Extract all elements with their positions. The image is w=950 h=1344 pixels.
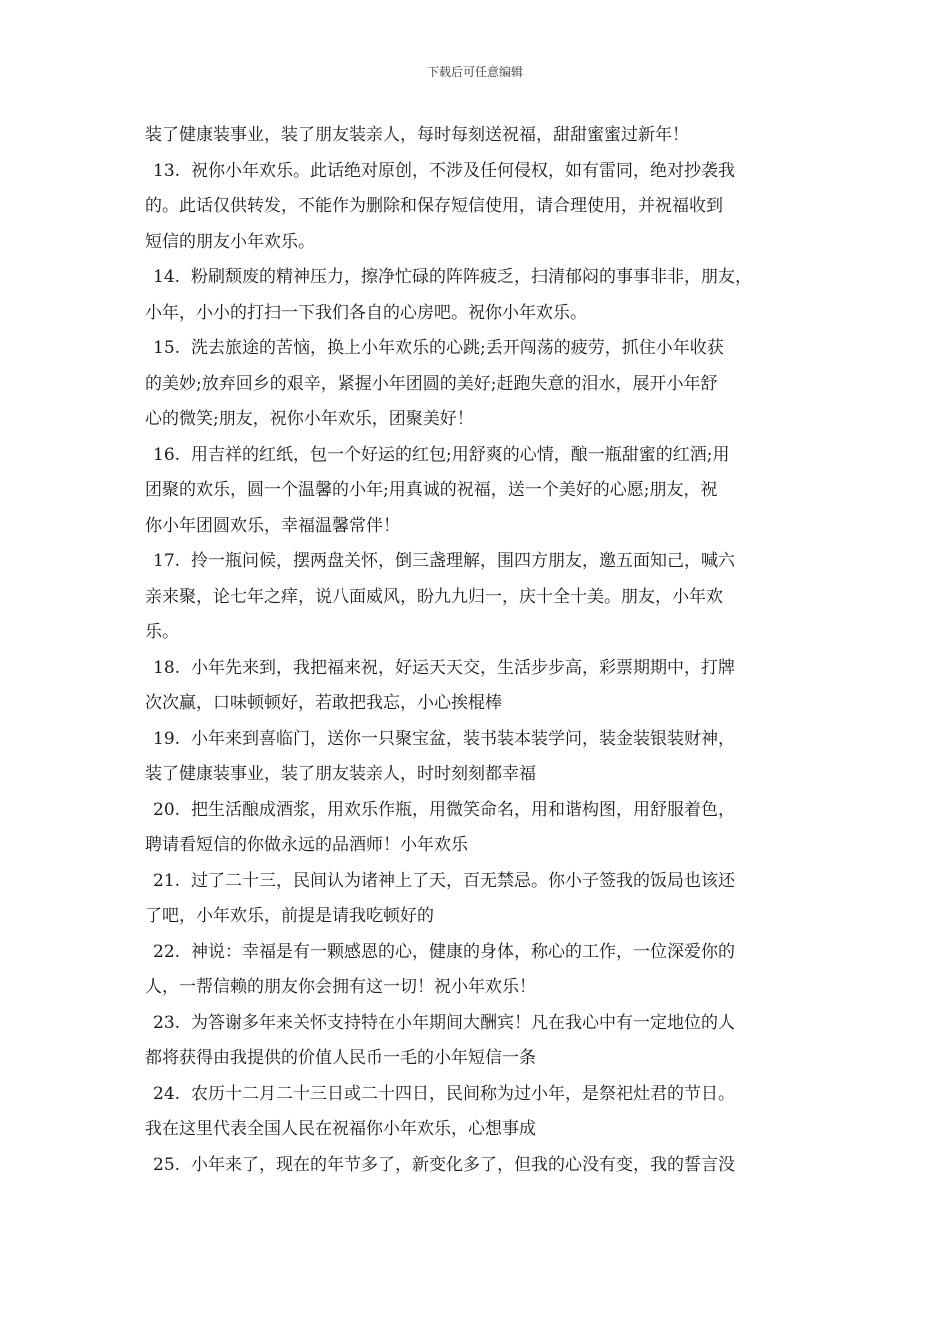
paragraph: [145, 864, 825, 935]
line-text: 神说：幸福是有一颗感恩的心，健康的身体，称心的工作，一位深爱你的: [191, 941, 735, 962]
text-line: [145, 651, 825, 687]
page-header: 下载后可任意编辑: [426, 65, 523, 79]
item-number: 14.: [153, 267, 181, 287]
text-line: [145, 438, 825, 474]
text-line: [145, 1112, 825, 1148]
paragraph: [145, 1006, 825, 1077]
line-text: 你小年团圆欢乐，幸福温馨常伴！: [145, 515, 400, 536]
line-text: 小年，小小的打扫一下我们各自的心房吧。祝你小年欢乐。: [145, 302, 587, 323]
text-line: [145, 1006, 825, 1042]
line-text: 小年来到喜临门，送你一只聚宝盆，装书装本装学问，装金装银装财神，: [191, 728, 735, 749]
text-line: [145, 296, 825, 332]
line-text: 装了健康装事业，装了朋友装亲人，时时刻刻都幸福: [145, 764, 536, 784]
item-number: 18.: [153, 657, 181, 678]
paragraph: [145, 651, 825, 722]
paragraph: [145, 260, 825, 331]
line-text: 装了健康装事业，装了朋友装亲人，每时每刻送祝福，甜甜蜜蜜过新年！: [145, 125, 689, 145]
item-number: 21.: [153, 870, 181, 891]
paragraph: [145, 331, 825, 438]
line-text: 为答谢多年来关怀支持特在小年期间大酬宾！凡在我心中有一定地位的人: [191, 1012, 735, 1033]
text-line: [145, 615, 825, 651]
text-line: [145, 1041, 825, 1077]
line-text: 都将获得由我提供的价值人民币一毛的小年短信一条: [145, 1048, 536, 1068]
text-line: [145, 686, 825, 722]
text-line: [145, 793, 825, 829]
line-text: 小年来了，现在的年节多了，新变化多了，但我的心没有变，我的誓言没: [191, 1154, 735, 1175]
text-line: [145, 970, 825, 1006]
text-line: [145, 154, 825, 190]
paragraph: [145, 1148, 825, 1184]
line-text: 人，一帮信赖的朋友你会拥有这一切！祝小年欢乐！: [145, 977, 536, 997]
paragraph: [145, 118, 825, 154]
line-text: 的美妙;放弃回乡的艰辛，紧握小年团圆的美好;赶跑失意的泪水，展开小年舒: [145, 373, 718, 394]
text-line: [145, 260, 825, 296]
line-text: 了吧，小年欢乐，前提是请我吃顿好的: [145, 906, 434, 926]
line-text: 拎一瓶问候，摆两盘关怀，倒三盏理解，围四方朋友，邀五面知己，喊六: [191, 551, 735, 571]
paragraph: [145, 935, 825, 1006]
text-line: [145, 331, 825, 367]
item-number: 13.: [153, 160, 181, 181]
line-text: 的。此话仅供转发，不能作为删除和保存短信使用，请合理使用，并祝福收到: [145, 196, 723, 216]
paragraph: [145, 154, 825, 261]
line-text: 乐。: [145, 622, 179, 642]
line-text: 把生活酿成酒浆，用欢乐作瓶，用微笑命名，用和谐构图，用舒服着色，: [191, 799, 735, 820]
line-text: 粉刷颓废的精神压力，擦净忙碌的阵阵疲乏，扫清郁闷的事事非非，朋友，: [191, 267, 752, 287]
line-text: 聘请看短信的你做永远的品酒师！小年欢乐: [145, 835, 468, 855]
paragraph: [145, 1077, 825, 1148]
line-text: 过了二十三，民间认为诸神上了天，百无禁忌。你小子签我的饭局也该还: [191, 870, 735, 891]
line-text: 亲来聚，论七年之痒，说八面威风，盼九九归一，庆十全十美。朋友，小年欢: [145, 586, 723, 607]
paragraph: [145, 793, 825, 864]
paragraph: [145, 544, 825, 651]
text-line: [145, 1148, 825, 1184]
text-line: [145, 722, 825, 758]
text-line: [145, 189, 825, 225]
text-line: [145, 509, 825, 545]
text-line: [145, 828, 825, 864]
text-line: [145, 367, 825, 403]
item-number: 17.: [153, 551, 181, 571]
item-number: 16.: [153, 444, 181, 465]
paragraph: [145, 438, 825, 545]
item-number: 25.: [153, 1154, 181, 1175]
text-line: [145, 864, 825, 900]
text-line: [145, 402, 825, 438]
line-text: 祝你小年欢乐。此话绝对原创，不涉及任何侵权，如有雷同，绝对抄袭我: [191, 160, 735, 181]
line-text: 用吉祥的红纸，包一个好运的红包;用舒爽的心情，酿一瓶甜蜜的红酒;用: [191, 444, 730, 465]
line-text: 洗去旅途的苦恼，换上小年欢乐的心跳;丢开闯荡的疲劳，抓住小年收获: [191, 338, 724, 358]
item-number: 19.: [153, 728, 181, 749]
paragraph: [145, 722, 825, 793]
item-number: 24.: [153, 1083, 181, 1104]
line-text: 团聚的欢乐，圆一个温馨的小年;用真诚的祝福，送一个美好的心愿;朋友，祝: [145, 480, 718, 500]
text-line: [145, 544, 825, 580]
text-line: [145, 225, 825, 261]
text-line: [145, 473, 825, 509]
text-line: [145, 899, 825, 935]
text-line: [145, 757, 825, 793]
text-line: [145, 118, 825, 154]
document-body: [145, 118, 825, 1183]
item-number: 23.: [153, 1012, 181, 1033]
text-line: [145, 580, 825, 616]
line-text: 心的微笑;朋友，祝你小年欢乐，团聚美好！: [145, 409, 474, 429]
line-text: 小年先来到，我把福来祝，好运天天交，生活步步高，彩票期期中，打牌: [191, 657, 735, 678]
item-number: 20.: [153, 799, 181, 820]
text-line: [145, 935, 825, 971]
text-line: [145, 1077, 825, 1113]
line-text: 短信的朋友小年欢乐。: [145, 231, 315, 252]
line-text: 我在这里代表全国人民在祝福你小年欢乐，心想事成: [145, 1119, 536, 1139]
line-text: 次次赢，口味顿顿好，若敢把我忘，小心挨棍棒: [145, 693, 502, 713]
line-text: 农历十二月二十三日或二十四日，民间称为过小年，是祭祀灶君的节日。: [191, 1083, 735, 1104]
item-number: 22.: [153, 941, 181, 962]
item-number: 15.: [153, 338, 181, 358]
